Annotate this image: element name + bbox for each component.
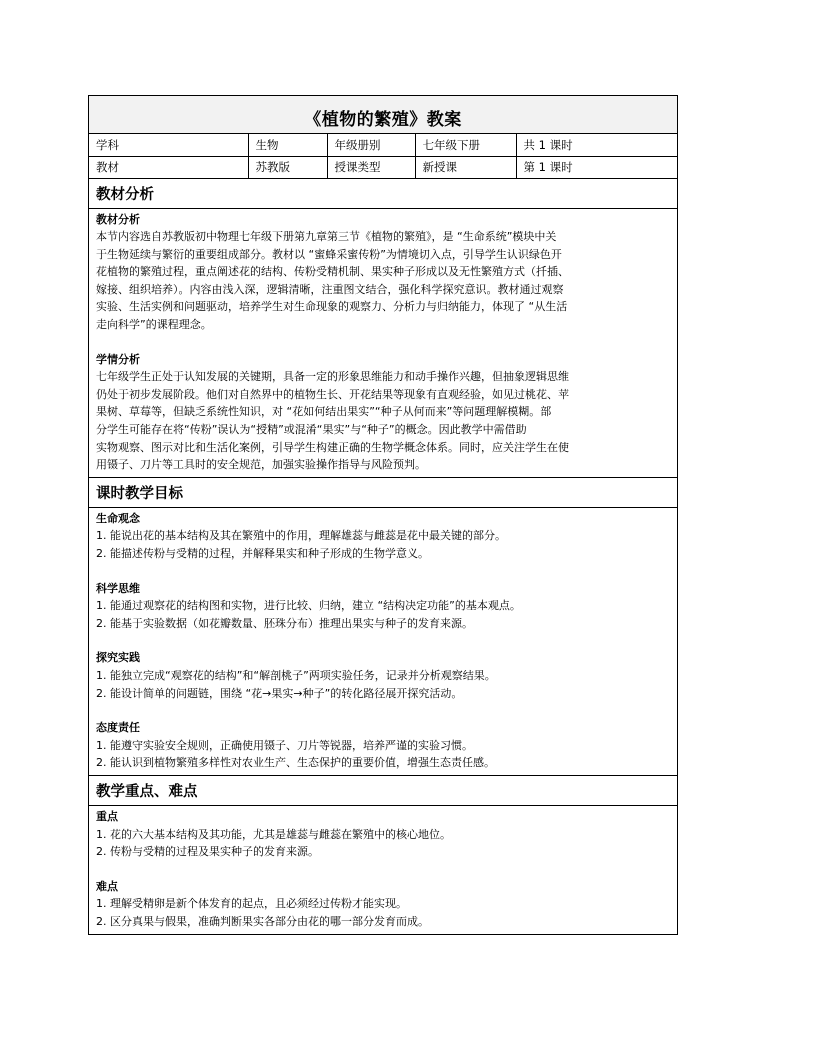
text-line: 七年级学生正处于认知发展的关键期，具备一定的形象思维能力和动手操作兴趣，但抽象逻辑思维 [96,370,569,384]
textbook-value: 苏教版 [248,156,327,178]
objective-item: 1. 能遵守实验安全规则，正确使用镊子、刀片等锐器，培养严谨的实验习惯。 [96,738,473,752]
text-line: 仍处于初步发展阶段。他们对自然界中的植物生长、开花结果等现象有直观经验，如见过桃花、苹 [96,387,569,401]
text-line: 实验、生活实例和问题驱动，培养学生对生命现象的观察力、分析力与归纳能力，体现了 “从生活 [96,300,568,314]
keypoint-item: 2. 区分真果与假果，准确判断果实各部分由花的哪一部分发育而成。 [96,914,429,928]
keypoint-item: 1. 理解受精卵是新个体发育的起点，且必须经过传粉才能实现。 [96,897,407,911]
keypoint-group-title: 难点 [96,879,118,893]
lesson-type-value: 新授课 [415,156,516,178]
keypoints-heading: 教学重点、难点 [89,776,677,806]
objectives-body [89,508,677,776]
grade-label: 年级册别 [327,134,415,156]
meta-row-textbook [89,156,677,178]
objective-item: 2. 能设计简单的问题链，围绕 “花→果实→种子”的转化路径展开探究活动。 [96,686,463,700]
text-line: 果树、草莓等，但缺乏系统性知识，对 “花如何结出果实”“种子从何而来”等问题理解模糊。部 [96,405,552,419]
lesson-type-label: 授课类型 [327,156,415,178]
analysis-body [89,209,677,478]
text-line: 嫁接、组织培养）。内容由浅入深，逻辑清晰，注重图文结合，强化科学探究意识。教材通过观察 [96,282,564,296]
meta-row-subject [89,134,677,156]
objective-item: 1. 能说出花的基本结构及其在繁殖中的作用，理解雄蕊与雌蕊是花中最关键的部分。 [96,529,506,543]
grade-value: 七年级下册 [415,134,516,156]
textbook-label: 教材 [89,156,248,178]
current-hour: 第 1 课时 [516,156,677,178]
objective-group-title: 生命观念 [96,511,140,525]
keypoint-item: 2. 传粉与受精的过程及果实种子的发育来源。 [96,845,319,859]
text-line: 走向科学”的课程理念。 [96,318,212,332]
total-hours: 共 1 课时 [516,134,677,156]
text-line: 用镊子、刀片等工具时的安全规范，加强实验操作指导与风险预判。 [96,458,426,472]
analysis-heading: 教材分析 [89,179,677,209]
document-title: 《植物的繁殖》教案 [304,110,462,130]
subject-value: 生物 [248,134,327,156]
objective-item: 2. 能基于实验数据（如花瓣数量、胚珠分布）推理出果实与种子的发育来源。 [96,616,473,630]
keypoint-item: 1. 花的六大基本结构及其功能，尤其是雄蕊与雌蕊在繁殖中的核心地位。 [96,827,451,841]
objective-item: 1. 能通过观察花的结构图和实物，进行比较、归纳，建立 “结构决定功能”的基本观点。 [96,599,521,613]
objective-group-title: 探究实践 [96,651,140,665]
subject-label: 学科 [89,134,248,156]
text-line: 本节内容选自苏教版初中物理七年级下册第九章第三节《植物的繁殖》，是 “生命系统”模块中关 [96,230,557,244]
material-analysis-title: 教材分析 [96,212,140,226]
title-row [89,96,677,134]
lesson-plan-sheet [88,95,678,935]
text-line: 花植物的繁殖过程，重点阐述花的结构、传粉受精机制、果实种子形成以及无性繁殖方式（扦插、 [96,265,569,279]
learner-analysis-title: 学情分析 [96,352,140,366]
objective-group-title: 科学思维 [96,581,140,595]
text-line: 于生物延续与繁衍的重要组成部分。教材以 “蜜蜂采蜜传粉”为情境切入点，引导学生认识绿色开 [96,247,562,261]
text-line: 实物观察、图示对比和生活化案例，引导学生构建正确的生物学概念体系。同时，应关注学生在使 [96,440,569,454]
keypoint-group-title: 重点 [96,809,118,823]
keypoints-body [89,806,677,934]
learner-analysis-text [96,368,670,474]
objective-item: 1. 能独立完成“观察花的结构”和“解剖桃子”两项实验任务，记录并分析观察结果。 [96,668,496,682]
objective-group-title: 态度责任 [96,721,140,735]
meta-table [89,134,677,179]
objective-item: 2. 能认识到植物繁殖多样性对农业生产、生态保护的重要价值，增强生态责任感。 [96,756,495,770]
material-analysis-text [96,228,670,334]
objectives-heading: 课时教学目标 [89,478,677,508]
text-line: 分学生可能存在将“传粉”误认为“授精”或混淆“果实”与“种子”的概念。因此教学中需借助 [96,423,527,437]
objective-item: 2. 能描述传粉与受精的过程，并解释果实和种子形成的生物学意义。 [96,547,429,560]
